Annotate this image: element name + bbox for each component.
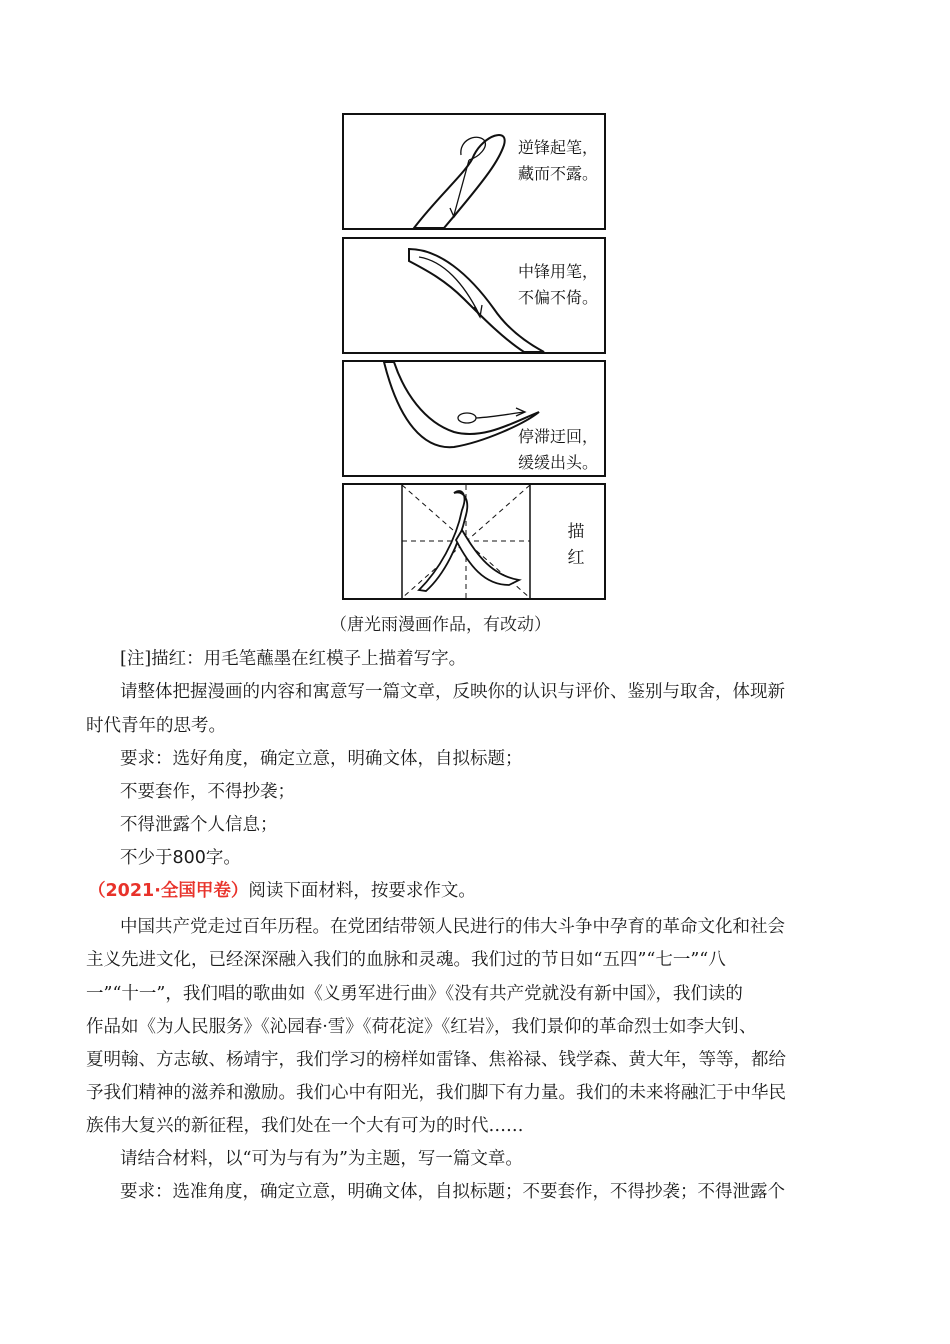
panel-1-line-1: 逆锋起笔， xyxy=(517,138,598,157)
material-line-3: 一”“十一”，我们唱的歌曲如《义勇军进行曲》《没有共产党就没有新中国》，我们读的 xyxy=(86,984,743,1004)
requirement-4-suffix: 字。 xyxy=(205,848,241,868)
prompt-1-line-2: 时代青年的思考。 xyxy=(86,716,226,736)
panel-1-text xyxy=(518,135,598,187)
panel-4-label: 描红 xyxy=(567,522,585,568)
requirement-final: 要求：选准角度，确定立意，明确文体，自拟标题；不要套作，不得抄袭；不得泄露个 xyxy=(120,1182,785,1202)
material-line-2: 主义先进文化，已经深深融入我们的血脉和灵魂。我们过的节日如“五四”“七一”“八 xyxy=(86,950,726,970)
material-line-4: 作品如《为人民服务》《沁园春·雪》《荷花淀》《红岩》，我们景仰的革命烈士如李大钊、 xyxy=(86,1017,757,1037)
material-line-7: 族伟大复兴的新征程，我们处在一个大有可为的时代…… xyxy=(86,1116,524,1136)
comic-panel-3 xyxy=(342,360,606,477)
requirement-4-number: 800 xyxy=(172,848,206,868)
requirement-4-prefix: 不少于 xyxy=(120,848,173,868)
material-line-1: 中国共产党走过百年历程。在党团结带领人民进行的伟大斗争中孕育的革命文化和社会 xyxy=(120,917,785,937)
panel-2-line-2: 不偏不倚。 xyxy=(517,288,598,307)
exam-source-tag: （2021·全国甲卷） xyxy=(88,881,249,901)
prompt-2: 请结合材料，以“可为与有为”为主题，写一篇文章。 xyxy=(120,1149,523,1169)
panel-2-text xyxy=(518,259,598,311)
panel-2-line-1: 中锋用笔， xyxy=(517,262,598,281)
source-line xyxy=(88,881,863,901)
panel-3-line-2: 缓缓出头。 xyxy=(517,453,598,472)
requirement-4 xyxy=(120,848,895,868)
requirement-3: 不得泄露个人信息； xyxy=(120,815,278,835)
figure-caption: （唐光雨漫画作品，有改动） xyxy=(330,615,551,635)
comic-panel-2 xyxy=(342,237,606,354)
source-instruction: 阅读下面材料，按要求作文。 xyxy=(248,881,476,901)
panel-3-text xyxy=(518,424,598,476)
note-text: [注]描红：用毛笔蘸墨在红模子上描着写字。 xyxy=(120,649,467,669)
requirement-1: 要求：选好角度，确定立意，明确文体，自拟标题； xyxy=(120,749,523,769)
panel-1-line-2: 藏而不露。 xyxy=(517,164,598,183)
comic-panel-4 xyxy=(342,483,606,600)
material-line-6: 予我们精神的滋养和激励。我们心中有阳光，我们脚下有力量。我们的未来将融汇于中华民 xyxy=(86,1083,786,1103)
requirement-2: 不要套作，不得抄袭； xyxy=(120,782,295,802)
material-line-5: 夏明翰、方志敏、杨靖宇，我们学习的榜样如雷锋、焦裕禄、钱学森、黄大年，等等，都给 xyxy=(86,1050,786,1070)
prompt-1-line-1: 请整体把握漫画的内容和寓意写一篇文章，反映你的认识与评价、鉴别与取舍，体现新 xyxy=(120,682,785,702)
comic-panel-1 xyxy=(342,113,606,230)
panel-3-line-1: 停滞迂回， xyxy=(517,427,598,446)
